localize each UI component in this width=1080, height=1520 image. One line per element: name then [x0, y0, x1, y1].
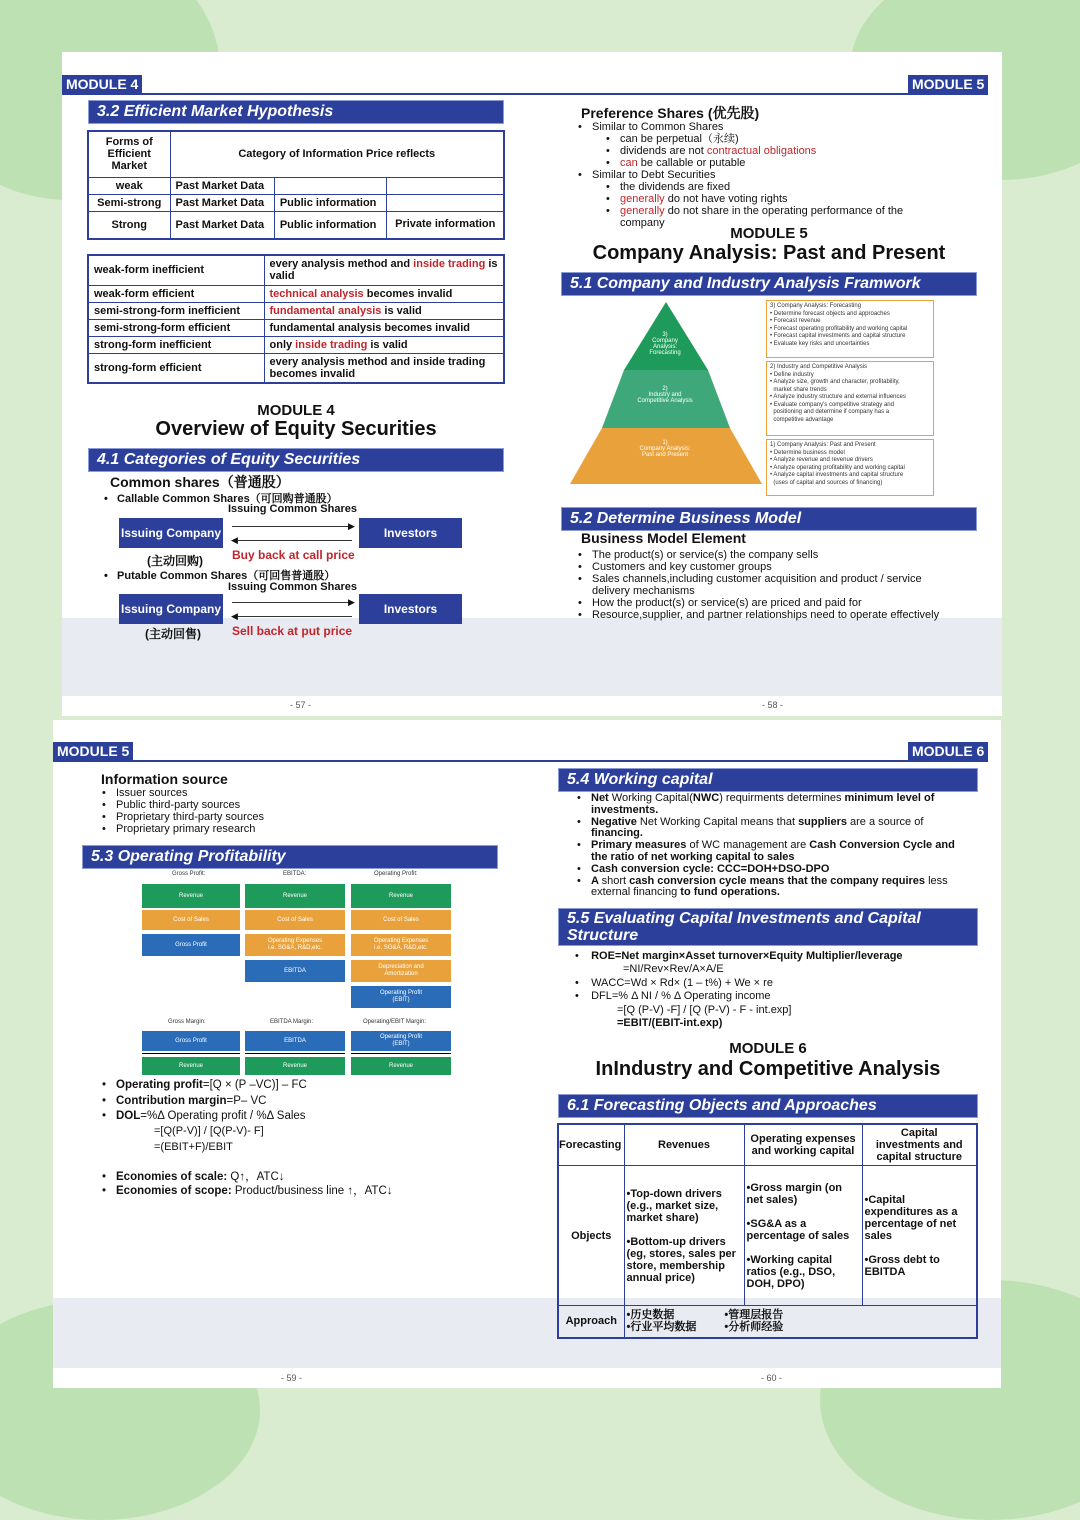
module-title: Company Analysis: Past and Present [592, 242, 946, 264]
arrow-head-icon: ▶ [348, 521, 355, 531]
item-text: can be perpetual（永续) [620, 133, 739, 145]
table-cell: •Capital expenditures as a percentage of net sales •Gross debt to EBITDA [862, 1166, 977, 1306]
chart-label: Gross Margin: [168, 1019, 206, 1025]
list-item [575, 840, 967, 864]
roe-text: ROE=Net margin×Asset turnover×Equity Multiplier/leverage [591, 950, 903, 962]
approach-item: •历史数据 [626, 1309, 675, 1322]
item-text: do not share in the operating performance of the company [620, 205, 904, 229]
eco-label: Economies of scope: [116, 1185, 235, 1197]
note-line: • Evaluate key risks and uncertainties [770, 340, 870, 347]
ebitda-block: EBITDA [245, 960, 345, 982]
divider [351, 1053, 451, 1054]
dol-line: =[Q(P-V)] / [Q(P-V)- F] [154, 1125, 264, 1137]
list-item: • Issuer sources [100, 787, 264, 799]
table-cell: Approach [558, 1306, 624, 1338]
table-row [88, 336, 504, 353]
dol-line: =(EBIT+F)/EBIT [154, 1140, 233, 1153]
opex-block: Operating Expenses i.e. SG&A, R&D,etc. [351, 934, 451, 956]
chart-label: EBITDA Margin: [270, 1019, 314, 1025]
dfl-line: =EBIT/(EBIT-int.exp) [617, 1017, 723, 1030]
item-text: dividends are not [620, 145, 707, 157]
wc-text: are a source of [846, 815, 924, 828]
section-5-3-header: 5.3 Operating Profitability [82, 845, 498, 869]
arrow-head-icon: ▶ [348, 597, 355, 607]
table-cell [387, 194, 504, 211]
wc-text: suppliers [798, 815, 847, 828]
section-3-2-header: 3.2 Efficient Market Hypothesis [88, 100, 504, 124]
table-row [88, 319, 504, 336]
revenue-block: Revenue [351, 1057, 451, 1075]
issuing-label: Issuing Common Shares [228, 503, 357, 515]
common-shares-heading: Common shares（普通股） [110, 474, 290, 490]
forecasting-table [557, 1123, 978, 1339]
roe-formula: • ROE=Net margin×Asset turnover×Equity Multiplier/leverage [575, 950, 903, 962]
note-line: • Analyze capital investments and capital structure [770, 472, 904, 478]
cost-of-sales-block: Cost of Sales [351, 910, 451, 930]
list-item [100, 1184, 393, 1198]
item-highlight: generally [620, 193, 665, 205]
page-number: - 59 - [281, 1373, 303, 1383]
table-cell: strong-form efficient [88, 353, 264, 383]
list-item: • The product(s) or service(s) the company sells [576, 549, 956, 561]
revenue-block: Revenue [245, 1057, 345, 1075]
list-item: • Proprietary third-party sources [100, 811, 264, 823]
opex-block: Operating Expenses i.e. SG&A, R&D,etc. [245, 934, 345, 956]
table-row [88, 285, 504, 302]
table-row [88, 302, 504, 319]
sub-list [592, 133, 946, 169]
call-cn-label: (主动回购) [147, 554, 203, 568]
note-line: (uses of capital and sources of financing) [770, 479, 883, 486]
list-item [604, 145, 946, 157]
cell-text: becomes invalid [363, 287, 453, 300]
formula-text: =[Q × (P –VC)] – FC [202, 1079, 307, 1091]
table-cell: Strong [88, 211, 170, 239]
list-item [604, 181, 946, 193]
module-title: Overview of Equity Securities [155, 418, 437, 440]
table-header: Operating expenses and working capital [744, 1124, 862, 1166]
dfl-line: =[Q (P-V) -F] / [Q (P-V) - F - int.exp] [617, 1003, 792, 1016]
preference-list [576, 121, 946, 229]
table-cell [264, 302, 504, 319]
list-item [575, 817, 967, 841]
wc-text: Working Capital( [608, 792, 693, 804]
item-text: Similar to Debt Securities [592, 169, 716, 181]
list-item: • Sales channels,including customer acquisition and product / service delivery mechanisms [576, 573, 956, 597]
module-6-tag: MODULE 6 [908, 742, 988, 760]
revenue-block: Revenue [245, 884, 345, 908]
arrow-head-icon: ◀ [231, 535, 238, 545]
list-item [100, 1109, 307, 1125]
emh-validity-table [87, 254, 505, 384]
call-price-label: Buy back at call price [232, 548, 355, 562]
table-cell [387, 177, 504, 194]
note-line: • Forecast operating profitability and working capital [770, 325, 908, 332]
table-cell: weak-form inefficient [88, 255, 264, 285]
list-item: • Resource,supplier, and partner relationships need to operate effectively [576, 609, 956, 621]
module-4-tag: MODULE 4 [62, 75, 142, 93]
table-header: Category of Information Price reflects [170, 131, 504, 177]
note-line: • Analyze revenue and revenue drivers [770, 457, 873, 463]
cell-text: every analysis method and inside trading becomes invalid [269, 355, 486, 380]
emh-table [87, 130, 505, 240]
issuing-company-box: Issuing Company [119, 518, 223, 548]
formula-label: Operating profit [116, 1079, 203, 1091]
note-line: competitive advantage [770, 416, 834, 423]
wc-text: Net [591, 792, 609, 804]
section-6-1-header: 6.1 Forecasting Objects and Approaches [558, 1094, 978, 1118]
working-capital-list [575, 793, 967, 899]
table-cell: weak [88, 177, 170, 194]
operating-profit-block: Operating Profit (EBIT) [351, 986, 451, 1008]
table-cell: Public information [274, 194, 387, 211]
list-item [604, 193, 946, 205]
item-highlight: can [620, 157, 638, 169]
table-cell [264, 255, 504, 285]
item-text: be callable or putable [637, 157, 746, 169]
note-line: • Define industry [770, 371, 814, 378]
table-cell [264, 319, 504, 336]
gross-profit-block: Gross Profit [142, 934, 240, 956]
eco-label: Economies of scale: [116, 1171, 231, 1183]
cell-highlight: fundamental analysis [269, 304, 382, 317]
wc-text: A [591, 874, 602, 887]
investors-box: Investors [359, 518, 462, 548]
table-cell: •Gross margin (on net sales) •SG&A as a percentage of sales •Working capital ratios (e.g., DSO, DOH, DPO) [744, 1166, 862, 1306]
da-block: Depreciation and Amortization [351, 960, 451, 982]
revenue-block: Revenue [351, 884, 451, 908]
wc-text: cash conversion cycle means that the company requires [626, 874, 929, 887]
business-model-heading: Business Model Element [581, 530, 746, 546]
table-header: Forms of Efficient Market [88, 131, 170, 177]
wc-text: Cash Conversion Cycle [809, 839, 933, 852]
callable-label: Callable Common Shares（可回购普通股） [117, 493, 338, 505]
page-number: - 60 - [761, 1373, 783, 1383]
wacc-formula: • WACC=Wd × Rd× (1 – t%) + We × re [575, 976, 773, 989]
section-5-4-header: 5.4 Working capital [558, 768, 978, 792]
table-header: Revenues [624, 1124, 744, 1166]
wc-text: and the ratio of net working capital to sales [591, 839, 955, 863]
table-cell: weak-form efficient [88, 285, 264, 302]
sub-list [592, 181, 946, 229]
cell-highlight: technical analysis [269, 287, 364, 300]
put-cn-label: (主动回售) [145, 627, 201, 641]
table-cell: Private information [387, 211, 504, 239]
operating-profit-block: Operating Profit (EBIT) [351, 1031, 451, 1051]
cell-highlight: inside trading [295, 338, 368, 351]
table-cell: semi-strong-form efficient [88, 319, 264, 336]
table-cell: strong-form inefficient [88, 336, 264, 353]
list-item: • Customers and key customer groups [576, 561, 956, 573]
framework-note [766, 439, 934, 496]
ebitda-block: EBITDA [245, 1031, 345, 1051]
information-source-list [100, 787, 264, 835]
business-model-list [576, 549, 956, 621]
item-highlight: contractual obligations [706, 145, 817, 157]
section-5-1-header: 5.1 Company and Industry Analysis Framwork [561, 272, 977, 296]
item-highlight: generally [620, 205, 665, 217]
module-heading: MODULE 6 [729, 1040, 807, 1057]
wc-text: Cash conversion cycle: CCC=DOH+DSO-DPO [591, 862, 830, 875]
wc-text: to fund operations. [677, 886, 780, 899]
list-item [100, 1094, 307, 1110]
wc-text: ) requirments determines [719, 792, 845, 804]
note-line: market share trends [770, 386, 827, 393]
list-item [576, 169, 946, 229]
list-item [575, 793, 967, 817]
list-item [604, 157, 946, 169]
economies-list [100, 1170, 393, 1198]
putable-item: • Putable Common Shares（可回售普通股） [104, 570, 336, 582]
wc-text: Primary measures [591, 839, 687, 852]
cell-text: is valid [269, 258, 498, 283]
pyramid-label: 2) Industry and Competitive Analysis [637, 386, 693, 404]
dol-formula [154, 1124, 264, 1155]
preference-shares-heading: Preference Shares (优先股) [581, 105, 760, 121]
callable-item: • Callable Common Shares（可回购普通股） [104, 493, 338, 505]
note-line: positioning and determine if company has a [770, 409, 890, 415]
cell-text: every analysis method and [269, 258, 414, 271]
table-cell: Past Market Data [170, 194, 274, 211]
list-item [604, 133, 946, 145]
module-5-tag: MODULE 5 [908, 75, 988, 93]
table-row [88, 353, 504, 383]
wc-text: NWC [692, 792, 720, 804]
divider [142, 1053, 240, 1054]
table-cell: Past Market Data [170, 177, 274, 194]
table-cell [624, 1306, 977, 1338]
pyramid-label: 3) Company Analysis: Forecasting [649, 332, 681, 356]
eco-text: Q↑，ATC↓ [230, 1171, 285, 1183]
note-line: 1) Company Analysis: Past and Present [770, 442, 876, 448]
wc-text: short [601, 874, 627, 887]
page-number: - 58 - [762, 700, 784, 710]
table-cell [264, 353, 504, 383]
revenue-block: Revenue [142, 884, 240, 908]
chart-label: Operating Profit: [374, 871, 418, 877]
section-4-1-header: 4.1 Categories of Equity Securities [88, 448, 504, 472]
formula-list [100, 1078, 307, 1125]
cell-text: is valid [381, 304, 422, 317]
wc-text: financing. [591, 827, 643, 840]
approach-item: •管理层报告 [724, 1309, 784, 1322]
list-item: • How the product(s) or service(s) are priced and paid for [576, 597, 956, 609]
list-item [100, 1078, 307, 1094]
framework-note [766, 361, 934, 436]
table-cell: •Top-down drivers (e.g., market size, market share) •Bottom-up drivers (eg, stores, sales per store, membership annual price) [624, 1166, 744, 1306]
cost-of-sales-block: Cost of Sales [142, 910, 240, 930]
note-line: • Determine business model [770, 449, 845, 456]
note-line: 2) Industry and Competitive Analysis [770, 364, 868, 370]
note-line: • Forecast capital investments and capital structure [770, 333, 906, 339]
wc-text: Negative [591, 815, 637, 828]
cell-text: is valid [367, 338, 408, 351]
approach-item: •行业平均数据 [626, 1321, 697, 1334]
issuing-company-box: Issuing Company [119, 594, 223, 624]
chart-label: Operating/EBIT Margin: [363, 1019, 426, 1025]
item-text: Similar to Common Shares [592, 121, 724, 133]
table-row [88, 255, 504, 285]
list-item: • Public third-party sources [100, 799, 264, 811]
list-item [576, 121, 946, 169]
list-item [100, 1170, 393, 1184]
cost-of-sales-block: Cost of Sales [245, 910, 345, 930]
table-header: Capital investments and capital structure [862, 1124, 977, 1166]
table-header: Forecasting [558, 1124, 624, 1166]
put-price-label: Sell back at put price [232, 624, 353, 638]
note-line: 3) Company Analysis: Forecasting [770, 303, 862, 309]
revenue-block: Revenue [142, 1057, 240, 1075]
list-item [575, 876, 967, 900]
issuing-label: Issuing Common Shares [228, 581, 357, 593]
table-cell: Past Market Data [170, 211, 274, 239]
module-heading: MODULE 5 [730, 225, 808, 242]
investors-box: Investors [359, 594, 462, 624]
gross-profit-block: Gross Profit [142, 1031, 240, 1051]
arrow-left [238, 616, 352, 617]
module-5-tag: MODULE 5 [53, 742, 133, 760]
wacc-text: WACC=Wd × Rd× (1 – t%) + We × re [591, 976, 773, 989]
page-number: - 57 - [290, 700, 312, 710]
note-line: • Evaluate company's competitive strategy and [770, 401, 894, 408]
item-text: the dividends are fixed [620, 181, 731, 193]
section-5-2-header: 5.2 Determine Business Model [561, 507, 977, 531]
note-line: • Analyze industry structure and external influences [770, 394, 906, 400]
wc-text: minimum level of investments. [591, 792, 935, 816]
note-line: • Determine forecast objects and approaches [770, 310, 890, 317]
chart-label: EBITDA: [283, 871, 307, 877]
module-title: InIndustry and Competitive Analysis [595, 1058, 941, 1080]
table-cell [274, 177, 387, 194]
roe-line: =NI/Rev×Rev/A×A/E [623, 963, 724, 976]
wc-text: of WC management are [686, 839, 810, 852]
approach-item: •分析师经验 [724, 1321, 784, 1334]
note-line: • Analyze size, growth and character, profitability, [770, 379, 900, 385]
note-line: • Analyze operating profitability and working capital [770, 464, 905, 471]
item-text: do not have voting rights [664, 193, 788, 205]
capital-formulas [575, 950, 903, 1030]
cell-text: only [269, 338, 296, 351]
table-cell: Public information [274, 211, 387, 239]
list-item: • Proprietary primary research [100, 823, 264, 835]
formula-label: Contribution margin [116, 1094, 227, 1107]
dfl-text: DFL=% Δ NI / % Δ Operating income [591, 990, 771, 1003]
page-footer-band [62, 618, 1002, 696]
eco-text: Product/business line ↑，ATC↓ [234, 1185, 393, 1197]
arrow-head-icon: ◀ [231, 611, 238, 621]
dfl-formula: • DFL=% Δ NI / % Δ Operating income [575, 990, 771, 1003]
formula-text: =P– VC [226, 1094, 267, 1107]
wc-text: less external financing [591, 874, 948, 899]
cell-text: fundamental analysis becomes invalid [269, 321, 471, 334]
table-cell: semi-strong-form inefficient [88, 302, 264, 319]
module-heading: MODULE 4 [257, 402, 335, 419]
pyramid-label: 1) Company Analysis: Past and Present [639, 440, 691, 458]
chart-label: Gross Profit: [172, 871, 206, 877]
wc-text: Net Working Capital means that [636, 815, 799, 828]
cell-highlight: inside trading [413, 258, 486, 271]
arrow-right [232, 526, 352, 527]
table-cell [264, 336, 504, 353]
information-source-heading: Information source [101, 771, 228, 787]
putable-label: Putable Common Shares（可回售普通股） [117, 570, 336, 582]
divider [245, 1053, 345, 1054]
note-line: • Forecast revenue [770, 318, 821, 324]
arrow-right [232, 602, 352, 603]
table-cell: Semi-strong [88, 194, 170, 211]
section-5-5-header: 5.5 Evaluating Capital Investments and Capital Structure [558, 908, 978, 946]
framework-note [766, 300, 934, 358]
arrow-left [238, 540, 352, 541]
formula-text: =%Δ Operating profit / %Δ Sales [140, 1110, 306, 1122]
formula-label: DOL [116, 1110, 141, 1122]
table-cell: Objects [558, 1166, 624, 1306]
table-cell [264, 285, 504, 302]
